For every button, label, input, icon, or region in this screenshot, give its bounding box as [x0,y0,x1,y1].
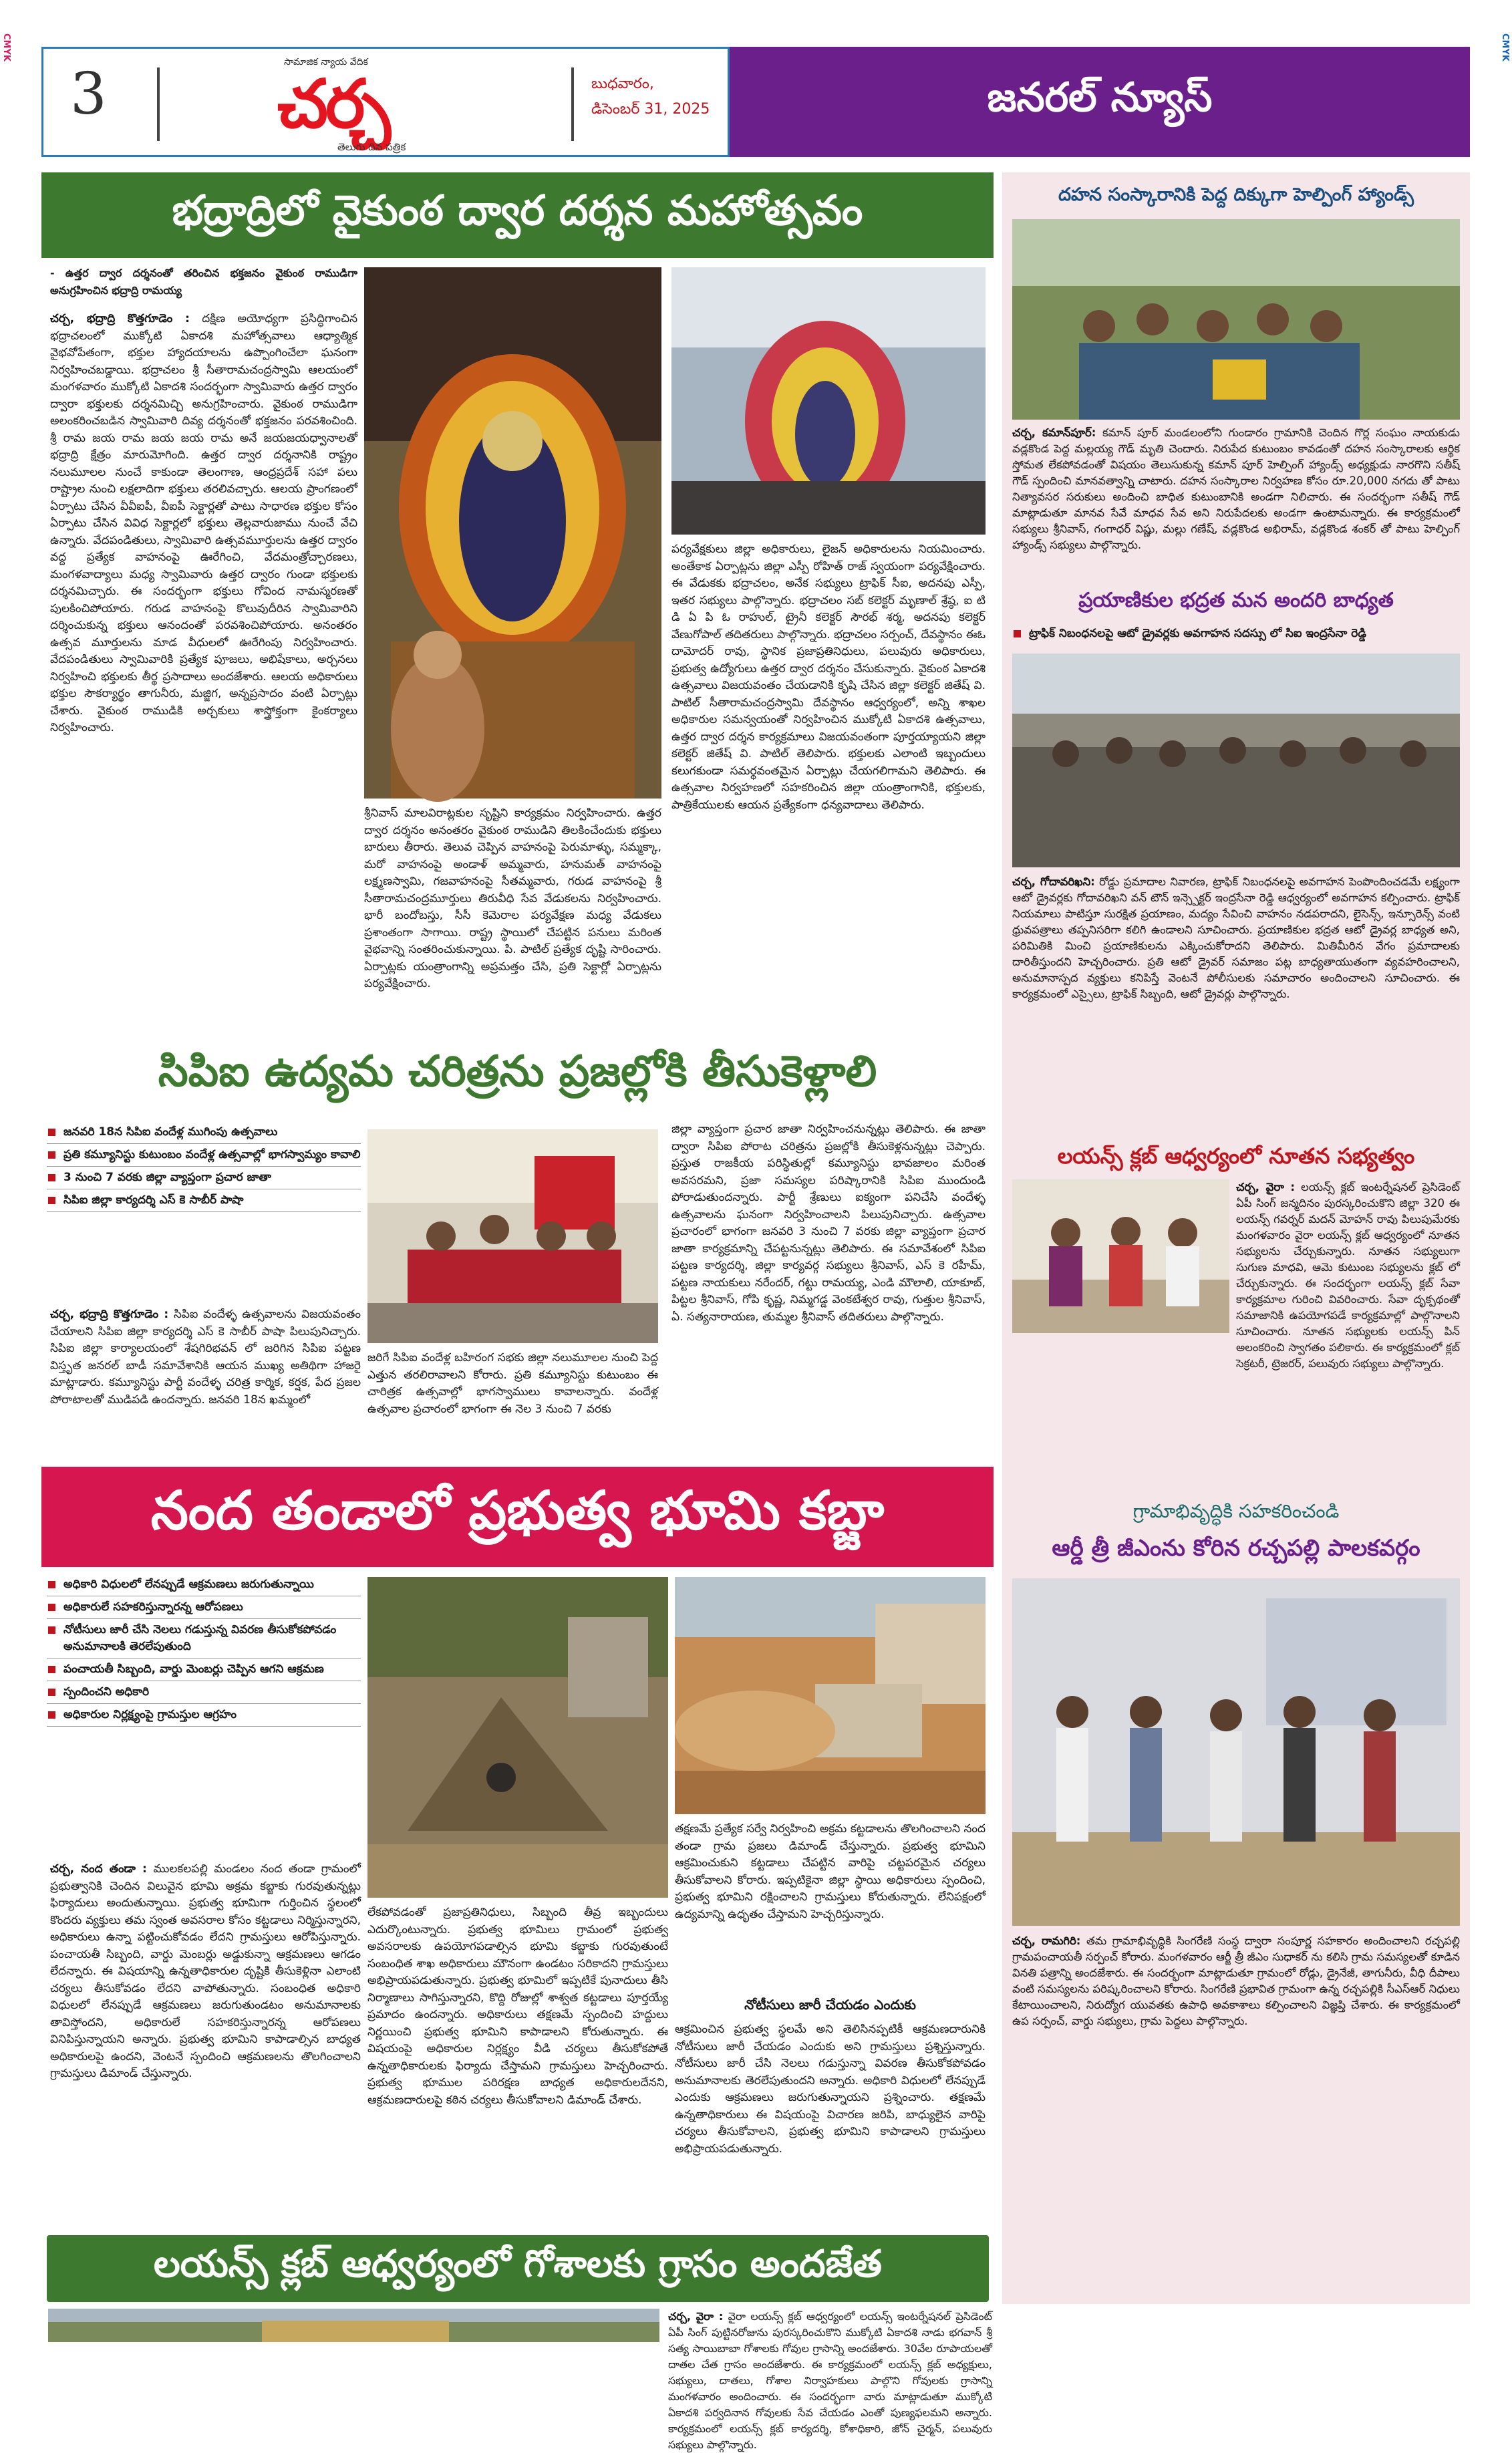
bullet-item: అధికారులే సహకరిస్తున్నారన్న ఆరోపణలు [47,1596,361,1619]
side2-body: చర్చ, గోదావరిఖని: రోడ్డు ప్రమాదాల నివారణ, ట్రాఫిక్ నిబంధనలపై అవగాహన పెంపొందించడమే లక్ష్యంగా ఆటో డ్రైవర్లకు గోదావరిఖని వన్ టౌన్ ఇన్స్పెక్టర్ ఇంద్రసేనా రెడ్డి ఆధ్వర్యంలో అవగాహన కల్పించారు. ట్రాఫిక్ నియమాలు పాటిస్తూ సురక్షిత ప్రయాణం, మద్యం సేవించి వాహనం నడపరాదని, లైసెన్స్, ఇన్సూరెన్స్ వంటి ధ్రువపత్రాలు తప్పనిసరిగా కలిగి ఉండాలని సూచించారు. ప్రయాణికుల భద్రత ఆటో డ్రైవర్ల బాధ్యత అని, పరిమితికి మించి ప్రయాణికులను ఎక్కించుకోరాదని తెలిపారు. మితిమీరిన వేగం ప్రమాదాలకు దారితీస్తుందని హెచ్చరించారు. ప్రతి ఆటో డ్రైవర్ సమాజం పట్ల బాధ్యతాయుతంగా వ్యవహరించాలని, అనుమానాస్పద వ్యక్తులు కనిపిస్తే వెంటనే పోలీసులకు సమాచారం అందించాలని సూచించారు. ఈ కార్యక్రమంలో ఎస్సైలు, ట్రాఫిక్ సిబ్బంది, ఆటో డ్రైవర్లు పాల్గొన్నారు. [1012,875,1460,1000]
story3-bullets [47,1574,361,1854]
story2-col3: జిల్లా వ్యాప్తంగా ప్రచార జాతా నిర్వహించనున్నట్లు తెలిపారు. ఈ జాతా ద్వారా సిపిఐ పోరాట చరిత్రను ప్రజల్లోకి తీసుకెళ్లనున్నట్లు చెప్పారు. ప్రస్తుత రాజకీయ పరిస్థితుల్లో కమ్యూనిస్టు భావజాలం మరింత అవసరమని, ప్రజా సమస్యల పరిష్కారానికి సిపిఐ ముందుండి పోరాడుతుందన్నారు. పార్టీ శ్రేణులు ఐక్యంగా పనిచేసి వందేళ్ళ ఉత్సవాలను ఘనంగా నిర్వహించాలని పిలుపునిచ్చారు. ఉత్సవాల ప్రచారంలో భాగంగా జనవరి 3 నుంచి 7 వరకు జిల్లా వ్యాప్తంగా ప్రచార జాతా కార్యక్రమాన్ని చేపట్టనున్నట్లు తెలిపారు. ఈ సమావేశంలో సిపిఐ పట్టణ కార్యదర్శి, జిల్లా కార్యవర్గ సభ్యులు శ్రీనివాస్, ఎస్ కె రహీమ్, పట్టణ నాయకులు నరేందర్, గట్టు రామయ్య, ఎండి మౌలాలి, యాకూబ్, పిట్టల శ్రీనివాస్, గోపి కృష్ణ, నిమ్మగడ్డ వెంకటేశ్వర రావు, గుత్తుల శ్రీనివాస్, ఏ. సత్యనారాయణ, తుమ్మల శ్రీనివాస్ తదితరులు పాల్గొన్నారు. [671,1123,986,1324]
bullet-item: అధికారి విధులలో లేనప్పుడే ఆక్రమణలు జరుగుతున్నాయి [47,1574,361,1596]
side4-body: చర్చ, రామగిరి: తమ గ్రామాభివృద్ధికి సింగరేణి సంస్థ ద్వారా సంపూర్ణ సహకారం అందించాలని రచ్చపల్లి గ్రామపంచాయతీ సర్పంచ్ కోరారు. మంగళవారం ఆర్జీ త్రీ జీఎం సుధాకర్ ను కలిసి గ్రామ సమస్యలతో కూడిన వినతి పత్రాన్ని అందజేశారు. ఈ సందర్భంగా మాట్లాడుతూ గ్రామంలో రోడ్లు, డ్రైనేజీ, తాగునీరు, వీధి దీపాలు వంటి సమస్యలను పరిష్కరించాలని కోరారు. సింగరేణి ప్రభావిత గ్రామంగా ఉన్న రచ్చపల్లికి సీఎస్ఆర్ నిధులు కేటాయించాలని, నిరుద్యోగ యువతకు ఉపాధి అవకాశాలు కల్పించాలని విజ్ఞప్తి చేశారు. ఈ కార్యక్రమంలో ఉప సర్పంచ్, వార్డు సభ్యులు, గ్రామ పెద్దలు పాల్గొన్నారు. [1012,1934,1461,2027]
page-number: 3 [70,61,107,128]
issue-day: బుధవారం, [591,76,654,92]
story2-dateline: చర్చ, భద్రాద్రి కొత్తగూడెం : [50,1308,169,1321]
story1-photo-procession [671,267,986,535]
story3-subhead: నోటీసులు జారీ చేయడం ఎందుకు [744,1997,916,2013]
bullet-item: 3 నుంచి 7 వరకు జిల్లా వ్యాప్తంగా ప్రచార జాతా [47,1167,361,1189]
story3-col3: తక్షణమే ప్రత్యేక సర్వే నిర్వహించి అక్రమ కట్టడాలను తొలగించాలని నంద తండా గ్రామ ప్రజలు డిమాండ్ చేస్తున్నారు. ప్రభుత్వ భూమిని ఆక్రమించుకుని కట్టడాలు చేపట్టిన వారిపై చట్టపరమైన చర్యలు తీసుకోవాలని కోరారు. ఇప్పటికైనా జిల్లా స్థాయి అధికారులు స్పందించి, ప్రభుత్వ భూమిని రక్షించాలని గ్రామస్తులు కోరుతున్నారు. లేనిపక్షంలో ఉద్యమాన్ని ఉధృతం చేస్తామని హెచ్చరిస్తున్నారు. [675,1822,986,1921]
bullet-item: స్పందించని అధికారి [47,1681,361,1704]
story3-dateline: చర్చ, నంద తండా : [50,1862,147,1876]
story2-headline: సిపిఐ ఉద్యమ చరిత్రను ప్రజల్లోకి తీసుకెళ్లాలి [41,1039,994,1114]
story4-dateline: చర్చ, వైరా : [668,2310,724,2323]
logo-subtitle: తెలుగు దిన పత్రిక [337,141,406,153]
story2-col1: చర్చ, భద్రాద్రి కొత్తగూడెం : సిపిఐ వందేళ్ళ ఉత్సవాలను విజయవంతం చేయాలని సిపిఐ జిల్లా కార్యదర్శి ఎస్ కె సాబీర్ పాషా పిలుపునిచ్చారు. సిపిఐ జిల్లా కార్యాలయంలో శేషగిరిభవన్ లో జరిగిన సిపిఐ పట్టణ విస్తృత జనరల్ బాడీ సమావేశానికి ఆయన ముఖ్య అతిథిగా హాజరై మాట్లాడారు. కమ్యూనిస్టు పార్టీ వందేళ్ళ చరిత్ర కార్మిక, కర్షక, పేద ప్రజల పోరాటాలతో ముడిపడి ఉందన్నారు. జనవరి 18న ఖమ్మంలో [50,1308,361,1407]
issue-date: డిసెంబర్ 31, 2025 [591,101,710,118]
story4-headline: లయన్స్ క్లబ్ ఆధ్వర్యంలో గోశాలకు గ్రాసం అందజేత [47,2235,989,2302]
story3-photo-site [367,1577,668,1898]
bullet-item: పంచాయతీ సిబ్బంది, వార్డు మెంబర్లు చెప్పిన ఆగని ఆక్రమణ [47,1658,361,1681]
section-title: జనరల్ న్యూస్ [730,47,1470,157]
side1-headline: దహన సంస్కారానికి పెద్ద దిక్కుగా హెల్పింగ్ హ్యాండ్స్ [1058,184,1414,205]
bullet-item: సిపిఐ జిల్లా కార్యదర్శి ఎస్ కె సాబీర్ పాషా [47,1189,361,1212]
bullet-item: జనవరి 18న సిపిఐ వందేళ్ల ముగింపు ఉత్సవాలు [47,1121,361,1144]
story2-photo-meeting [367,1129,658,1343]
story1-col2: శ్రీనివాస్ మాలవిరాట్లకుల సృష్టిని కార్యక్రమం నిర్వహించారు. ఉత్తర ద్వార దర్శనం అనంతరం వైకుంఠ రాముడిని తిలకించేందుకు భక్తులు బారులు తీరారు. తెలువ చెప్పిన వాహనంపై పెరుమాళ్ళు, సమ్మక్కా, మరో వాహనంపై అండాళ్ అమ్మవారు, హనుమత్ వాహనంపై లక్ష్మణస్వామి, గజవాహనంపై సీతమ్మవారు, గరుడ వాహనంపై శ్రీ సీతారామచంద్రమూర్తులు తిరువీధి సేవ వేడుకలను నిర్వహించారు. భారీ బందోబస్తు, సీసీ కెమెరాల పర్యవేక్షణ మధ్య వేడుకలు ప్రశాంతంగా సాగాయి. రాష్ట్ర స్థాయిలో చేపట్టిన పనులు మరింత వైభవాన్ని సంతరించుకున్నాయి. పి. పాటిల్ ప్రత్యేక దృష్టి సారించారు. ఏర్పాట్లకు యంత్రాంగాన్ని అప్రమత్తం చేసి, ప్రతి సెక్టార్లో ఏర్పాట్లను పర్యవేక్షించారు. [364,807,661,990]
story1-col1-text: దక్షిణ అయోధ్యగా ప్రసిద్ధిగాంచిన భద్రాచలంలో ముక్కోటి ఏకాదశి మహోత్సవాలు ఆధ్యాత్మిక వైభవోపేతంగా, భక్తుల హ్యాదయాలను ఉప్పొంగించేలా ఘనంగా నిర్వహించబడ్డాయి. భద్రాచలం శ్రీ సీతారామచంద్రస్వామి ఆలయంలో మంగళవారం ముక్కోటి ఏకాదశి సందర్భంగా స్వామివారు ఉత్తర ద్వారం ద్వారా భక్తులకు దర్శనమిచ్చి అనుగ్రహించారు. వైకుంఠ రాముడిగా అలంకరించబడిన స్వామివారి దివ్య దర్శనంతో భక్తజనం పరవశించింది. శ్రీ రామ జయ రామ జయ జయ రామ అనే జయజయధ్వానాలతో భద్రాద్రి క్షేత్రం మారుమోగింది. ఉత్తర ద్వార దర్శనానికి రాష్ట్రం నలుమూలల నుంచే కాకుండా తెలంగాణ, ఆంధ్రప్రదేశ్ సహా పలు రాష్ట్రాల నుంచి లక్షలాదిగా భక్తులు తరలివచ్చారు. ఆలయ ప్రాంగణంలో ఏర్పాటు చేసిన వీవీఐపీ, వీఐపీ సెక్టార్లతో పాటు సాధారణ భక్తుల కోసం ఏర్పాటు చేసిన వివిధ సెక్టార్లలో భక్తులు తెల్లవారుజాము నుంచే వేచి ఉన్నారు. వేదపండితులు, స్వామివారి ఉత్సవమూర్తులను ఉత్తర ద్వారం వద్ద ప్రత్యేక వాహనంపై ఊరేగించి, వేదమంత్రోచ్చారణలు, మంగళవాద్యాలు మధ్య స్వామివారు ఉత్తర ద్వారం గుండా భక్తులకు దర్శనమిచ్చారు. ఈ సందర్భంగా భక్తులు గోవింద నామస్మరణతో పులకించిపోయారు. గరుడ వాహనంపై కొలువుదీరిన స్వామివారిని దర్శించుకున్న భక్తులు ఆనందంతో పరవశించిపోయారు. అనంతరం ఉత్సవ మూర్తులను మాడ వీధులలో ఊరేగింపు నిర్వహించారు. వేదపండితులు స్వామివారికి ప్రత్యేక పూజలు, అభిషేకాలు, అర్చనలు నిర్వహించి భక్తులకు తీర్థ ప్రసాదాలు అందజేశారు. ఆలయ అధికారులు భక్తుల సౌకర్యార్థం తాగునీరు, మజ్జిగ, అన్నప్రసాదం వంటి ఏర్పాట్లు చేశారు. వైకుంఠ రాముడికి అర్చకులు శాస్త్రోక్తంగా కైంకర్యాలు నిర్వహించారు. [50,312,358,734]
story3-col2: లేకపోవడంతో ప్రజాప్రతినిధులు, సిబ్బంది తీవ్ర ఇబ్బందులు ఎదుర్కొంటున్నారు. ప్రభుత్వ భూమిలు గ్రామంలో ప్రభుత్వ అవసరాలకు ఉపయోగపడాల్సిన భూమి కబ్జాకు గురవుతుంటే సంబంధిత శాఖ అధికారులు మౌనంగా ఉండటం సరికాదని గ్రామస్తులు అభిప్రాయపడుతున్నారు. ప్రభుత్వ భూమిలో ఇప్పటికే పునాదులు తీసి నిర్మాణాలు సాగిస్తున్నారని, కొద్ది రోజుల్లో శాశ్వత కట్టడాలు పూర్తయ్యే ప్రమాదం ఉందన్నారు. అధికారులు తక్షణమే స్పందించి హద్దులు నిర్ణయించి ప్రభుత్వ భూమిని కాపాడాలని కోరుతున్నారు. ఈ విషయంపై అధికారుల నిర్లక్ష్యం వీడి చర్యలు తీసుకోకపోతే ఉన్నతాధికారులకు ఫిర్యాదు చేస్తామని గ్రామస్తులు హెచ్చరించారు. ప్రభుత్వ భూముల పరిరక్షణ బాధ్యత అధికారులదేనని, ఆక్రమణదారులపై కఠిన చర్యలు తీసుకోవాలని డిమాండ్ చేశారు. [367,1906,668,2107]
story3-photo-construction [675,1577,986,1814]
story4-body: చర్చ, వైరా : వైరా లయన్స్ క్లబ్ ఆధ్వర్యంలో లయన్స్ ఇంటర్నేషనల్ ప్రెసిడెంట్ ఏపీ సింగ్ పుట్టినరోజును పురస్కరించుకొని ముక్కోటి ఏకాదశి నాడు భగవాన్ శ్రీ సత్య సాయిబాబా గోశాలకు గోవుల గ్రాసాన్ని అందజేశారు. 30వేల రూపాయలతో దాతల చేత గ్రాసం అందజేశారు. ఈ కార్యక్రమంలో లయన్స్ క్లబ్ అధ్యక్షులు, సభ్యులు, దాతలు, గోశాల నిర్వాహకులు పాల్గొని గోవులకు గ్రాసాన్ని మంగళవారం అందించారు. ఈ సందర్భంగా వారు మాట్లాడుతూ ముక్కోటి ఏకాదశి పర్వదినాన గోవులకు సేవ చేయడం ఎంతో పుణ్యఫలమని అన్నారు. కార్యక్రమంలో లయన్స్ క్లబ్ కార్యదర్శి, కోశాధికారి, జోన్ చైర్మన్, పలువురు సభ్యులు పాల్గొన్నారు. [668,2310,992,2451]
side4-headline: ఆర్డీ త్రీ జీఎంను కోరిన రచ్చపల్లి పాలకవర్గం [1052,1535,1420,1562]
cmyk-mark-left: CMYK [1,33,11,61]
side3-body: చర్చ, వైరా : లయన్స్ క్లబ్ ఇంటర్నేషనల్ ప్రెసిడెంట్ ఏపీ సింగ్ జన్మదినం పురస్కరించుకొని జిల్లా 320 ఈ లయన్స్ గవర్నర్ మదన్ మోహన్ రావు పిలుపుమేరకు మంగళవారం వైరా లయన్స్ క్లబ్ ఆధ్వర్యంలో నూతన సభ్యులను చేర్చుకున్నారు. నూతన సభ్యులుగా సుగుణ మాధవి, ఆమె కుటుంబ సభ్యులను క్లబ్ లో చేర్చుకున్నారు. ఈ సందర్భంగా లయన్స్ క్లబ్ సేవా కార్యక్రమాల గురించి వివరించారు. సేవా దృక్పథంతో సమాజానికి ఉపయోగపడే కార్యక్రమాల్లో పాల్గొనాలని సూచించారు. నూతన సభ్యులకు లయన్స్ పిన్ అలంకరించి స్వాగతం పలికారు. ఈ కార్యక్రమంలో క్లబ్ సెక్రటరీ, ట్రెజరర్, పలువురు సభ్యులు పాల్గొన్నారు. [1236,1181,1460,1370]
bullet-item: ప్రతి కమ్యూనిస్టు కుటుంబం వందేళ్ల ఉత్సవాల్లో భాగస్వామ్యం కావాలి [47,1144,361,1167]
story1-dateline: చర్చ, భద్రాద్రి కొత్తగూడెం : [50,312,190,325]
side1-body: చర్చ, కమాన్‌పూర్: కమాన్ పూర్ మండలంలోని గుండారం గ్రామానికి చెందిన గొర్ల సంఘం నాయకుడు వడ్లకొండ పెద్ద మల్లయ్య గౌడ్ మృతి చెందారు. నిరుపేద కుటుంబం కావడంతో దహన సంస్కారాలకు ఆర్థిక స్తోమత లేకపోవడంతో విషయం తెలుసుకున్న కమాన్ పూర్ హెల్పింగ్ హ్యాండ్స్ అధ్యక్షుడు నారగొని సతీష్ గౌడ్ స్పందించి మానవత్వాన్ని చాటారు. దహన సంస్కారాల నిర్వహణ కోసం రూ.20,000 నగదు తో పాటు నిత్యావసర సరుకులు అందించి బాధిత కుటుంబానికి అండగా నిలిచారు. ఈ సందర్భంగా సతీష్ గౌడ్ మాట్లాడుతూ మానవ సేవే మాధవ సేవ అని నిరుపేదలకు అండగా ఉంటామన్నారు. ఈ కార్యక్రమంలో సభ్యులు శ్రీనివాస్, గంగాధర్ విష్ణు, మల్లు గణేష్, వడ్లకొండ అభిరామ్, వడ్లకొండ శంకర్ తో పాటు హెల్పింగ్ హ్యాండ్స్ సభ్యులు పాల్గొన్నారు. [1012,426,1461,551]
story2-bullets [47,1121,361,1302]
side1-photo-helping-hands [1012,219,1460,420]
story1-photo-deity [364,267,661,799]
story3-col1: చర్చ, నంద తండా : ములకలపల్లి మండలం నంద తండా గ్రామంలో ప్రభుత్వానికి చెందిన విలువైన భూమి అక్రమ కబ్జాకు గురవుతున్నట్లు ఫిర్యాదులు అందుతున్నాయి. ప్రభుత్వ భూమిగా గుర్తించిన స్థలంలో కొందరు వ్యక్తులు తమ స్వంత అవసరాల కోసం కట్టడాలు నిర్మిస్తున్నారని, అధికారులు ఉన్నా పట్టించుకోవడం లేదని గ్రామస్తులు ఆరోపిస్తున్నారు. పంచాయతీ సిబ్బంది, వార్డు మెంబర్లు అడ్డుకున్నా ఆక్రమణలు ఆగడం లేదన్నారు. ఈ విషయాన్ని ఉన్నతాధికారుల దృష్టికి తీసుకెళ్లినా ఎలాంటి చర్యలు తీసుకోవడం లేదని వాపోతున్నారు. సంబంధిత అధికారి విధులలో లేనప్పుడే ఆక్రమణలు జరుగుతుండటం అనుమానాలకు తావిస్తోందని, అధికారులే సహకరిస్తున్నారన్న ఆరోపణలు వినిపిస్తున్నాయని అన్నారు. ప్రభుత్వ భూమిని కాపాడాల్సిన బాధ్యత అధికారులపై ఉందని, వెంటనే స్పందించి ఆక్రమణలను తొలగించాలని గ్రామస్తులు డిమాండ్ చేస్తున్నారు. [50,1862,361,2080]
story1-headline: భద్రాద్రిలో వైకుంఠ ద్వార దర్శన మహోత్సవం [41,172,994,258]
side4-kicker: గ్రామాభివృద్ధికి సహకరించండి [1132,1500,1340,1522]
masthead [41,47,730,157]
story3-headline: నంద తండాలో ప్రభుత్వ భూమి కబ్జా [41,1467,994,1567]
story2-col2: జరిగే సిపిఐ వందేళ్ల బహిరంగ సభకు జిల్లా నలుమూలల నుంచి పెద్ద ఎత్తున తరలిరావాలని కోరారు. ప్రతి కమ్యూనిస్టు కుటుంబం ఈ చారిత్రక ఉత్సవాల్లో భాగస్వాములు కావాలన్నారు. వందేళ్ల ఉత్సవాల ప్రచారంలో భాగంగా ఈ నెల 3 నుంచి 7 వరకు [367,1351,658,1416]
cmyk-mark-right: CMYK [1500,33,1510,61]
story1-col3: పర్యవేక్షకులు జిల్లా అధికారులు, లైజన్ అధికారులను నియమించారు. అంతేకాక ఏర్పాట్లను జిల్లా ఎస్పీ రోహిత్ రాజ్ స్వయంగా పర్యవేక్షించారు. ఈ వేడుకకు భద్రాచలం, అనేక సభ్యులు ట్రాఫిక్ సీఐ, అదనపు ఎస్పీ, ఇతర సభ్యులు పాల్గొన్నారు. భద్రాచలం సబ్ కలెక్టర్ మృణాల్ శ్రేష్ఠ, ఐ టి డి ఏ పి ఓ రాహుల్, ట్రైనీ కలెక్టర్ సౌరభ్ శర్మ, అదనపు కలెక్టర్ వేణుగోపాల్ తదితరులు పాల్గొన్నారు. భద్రాచలం సర్పంచ్, దేవస్థానం ఈఓ దామోదర్ రావు, స్థానిక ప్రజాప్రతినిధులు, పలువురు అధికారులు, ప్రభుత్వ ఉద్యోగులు ఉత్తర ద్వార దర్శనం చేసుకున్నారు. వైకుంఠ ఏకాదశి ఉత్సవాలు విజయవంతం చేయడానికి కృషి చేసిన జిల్లా కలెక్టర్ జితేష్ వి. పాటిల్ సీతారామచంద్రస్వామి దేవస్థానం ఆధ్వర్యంలో, అన్ని శాఖల అధికారుల సమన్వయంతో నిర్వహించిన ముక్కోటి ఏకాదశి ఉత్సవాలు, ఉత్తర ద్వార దర్శన కార్యక్రమాలు విజయవంతంగా పూర్తయ్యాయని జిల్లా కలెక్టర్ జితేష్ వి. పాటిల్ తెలిపారు. భక్తులకు ఎలాంటి ఇబ్బందులు కలుగకుండా సమర్థవంతమైన ఏర్పాట్లు చేయగలిగామని తెలిపారు. ఈ ఉత్సవాల నిర్వహణలో సహకరించిన జిల్లా యంత్రాంగానికి, భక్తులకు, పాత్రికేయులకు ఆయన ప్రత్యేకంగా ధన్యవాదాలు తెలిపారు. [671,543,986,812]
story1-summary: - ఉత్తర ద్వార దర్శనంతో తరించిన భక్తజనం వైకుంఠ రాముడిగా అనుగ్రహించిన భద్రాద్రి రామయ్య [50,267,357,297]
story4-photo-goshala [48,2309,659,2342]
side1-dateline: చర్చ, కమాన్‌పూర్: [1012,426,1096,439]
side2-dateline: చర్చ, గోదావరిఖని: [1012,875,1095,888]
masthead-tagline: సామాజిక న్యాయ వేదిక [284,57,368,67]
bullet-item: అధికారుల నిర్లక్ష్యంపై గ్రామస్తుల ఆగ్రహం [47,1704,361,1727]
side4-dateline: చర్చ, రామగిరి: [1012,1934,1081,1947]
side3-headline: లయన్స్ క్లబ్ ఆధ్వర్యంలో నూతన సభ్యత్వం [1057,1143,1415,1169]
story3-col3b: ఆక్రమించిన ప్రభుత్వ స్థలమే అని తెలిసినప్పటికీ ఆక్రమణదారునికి నోటీసులు జారీ చేయడం ఎందుకు అని గ్రామస్తులు ప్రశ్నిస్తున్నారు. నోటీసులు జారీ చేసి నెలలు గడుస్తున్నా వివరణ తీసుకోకపోవడం అనుమానాలకు తెరలేపుతుందని అన్నారు. అధికారి విధులలో లేనప్పుడే ఎందుకు ఆక్రమణలు జరుగుతున్నాయని ప్రశ్నించారు. తక్షణమే ఉన్నతాధికారులు ఈ విషయంపై విచారణ జరిపి, బాధ్యులైన వారిపై చర్యలు తీసుకోవాలని, ప్రభుత్వ భూమిని కాపాడాలని గ్రామస్తులు అభిప్రాయపడుతున్నారు. [675,2023,986,2156]
side2-headline: ప్రయాణికుల భద్రత మన అందరి బాధ్యత [1078,589,1394,612]
newspaper-logo: చర్చ [277,65,388,143]
side2-photo-awareness [1012,654,1460,867]
side2-bullet: ట్రాఫిక్ నిబంధనలపై ఆటో డ్రైవర్లకు అవగాహన సదస్సు లో సిఐ ఇంద్రసేనా రెడ్డి [1012,623,1460,650]
bullet-item: నోటీసులు జారీ చేసి నెలలు గడుస్తున్న వివరణ తీసుకోకపోవడం అనుమానాలకి తెరలేపుతుంది [47,1619,361,1658]
story1-col1 [50,311,357,1029]
side4-photo-gm-meeting [1012,1578,1460,1926]
side3-dateline: చర్చ, వైరా : [1236,1181,1296,1193]
